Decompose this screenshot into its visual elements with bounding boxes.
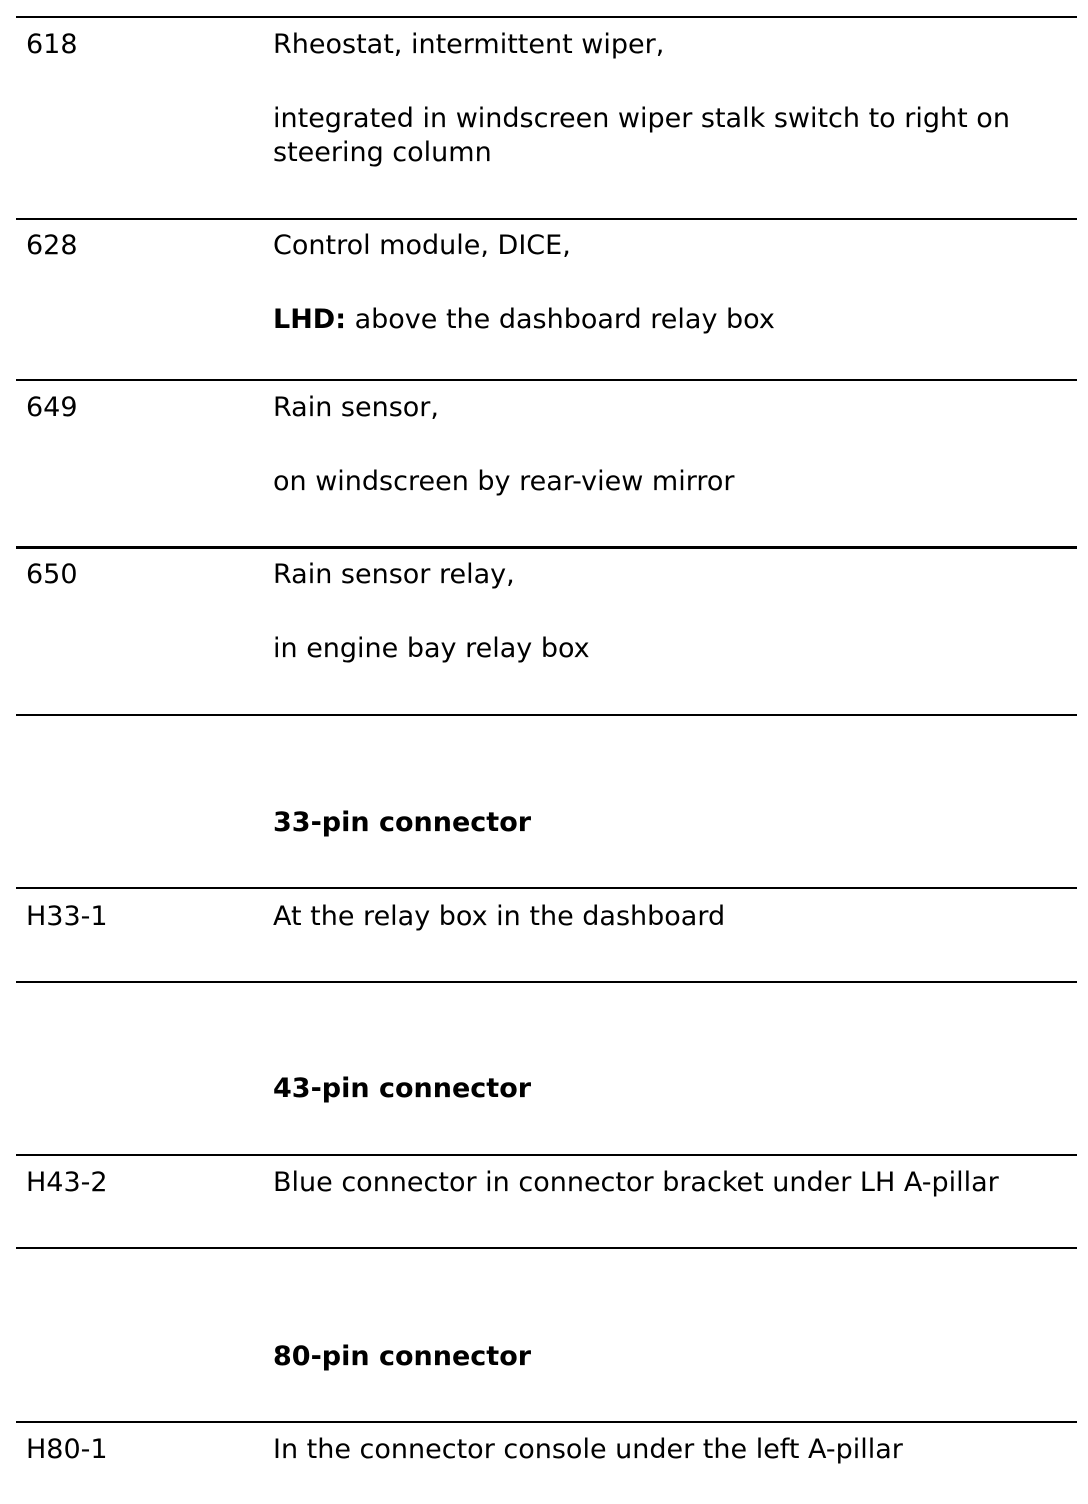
location-prefix: LHD: xyxy=(273,304,347,335)
row-divider xyxy=(16,1154,1077,1156)
component-code: 628 xyxy=(26,230,78,261)
row-divider xyxy=(16,218,1077,220)
row-divider xyxy=(16,887,1077,889)
component-location: on windscreen by rear-view mirror xyxy=(273,466,735,497)
component-title: Control module, DICE, xyxy=(273,230,571,261)
section-heading: 43-pin connector xyxy=(273,1073,532,1104)
component-title: Rheostat, intermittent wiper, xyxy=(273,29,665,60)
row-divider xyxy=(16,714,1077,716)
component-code: 618 xyxy=(26,29,78,60)
row-divider xyxy=(16,1421,1077,1423)
connector-description: At the relay box in the dashboard xyxy=(273,901,726,932)
connector-code: H80-1 xyxy=(26,1434,108,1465)
connector-description: In the connector console under the left A-pillar xyxy=(273,1434,903,1465)
component-code: 650 xyxy=(26,559,78,590)
component-location: in engine bay relay box xyxy=(273,633,590,664)
component-code: 649 xyxy=(26,392,78,423)
connector-description: Blue connector in connector bracket under LH A-pillar xyxy=(273,1167,999,1198)
component-title: Rain sensor relay, xyxy=(273,559,515,590)
row-divider xyxy=(16,16,1077,18)
row-divider xyxy=(16,546,1077,549)
component-location xyxy=(273,303,1063,337)
row-divider xyxy=(16,981,1077,983)
component-location: integrated in windscreen wiper stalk switch to right on steering column xyxy=(273,103,1010,168)
section-heading: 80-pin connector xyxy=(273,1341,532,1372)
component-title: Rain sensor, xyxy=(273,392,439,423)
connector-code: H43-2 xyxy=(26,1167,108,1198)
row-divider xyxy=(16,379,1077,381)
connector-code: H33-1 xyxy=(26,901,108,932)
location-text: above the dashboard relay box xyxy=(346,304,775,335)
row-divider xyxy=(16,1247,1077,1249)
section-heading: 33-pin connector xyxy=(273,807,532,838)
